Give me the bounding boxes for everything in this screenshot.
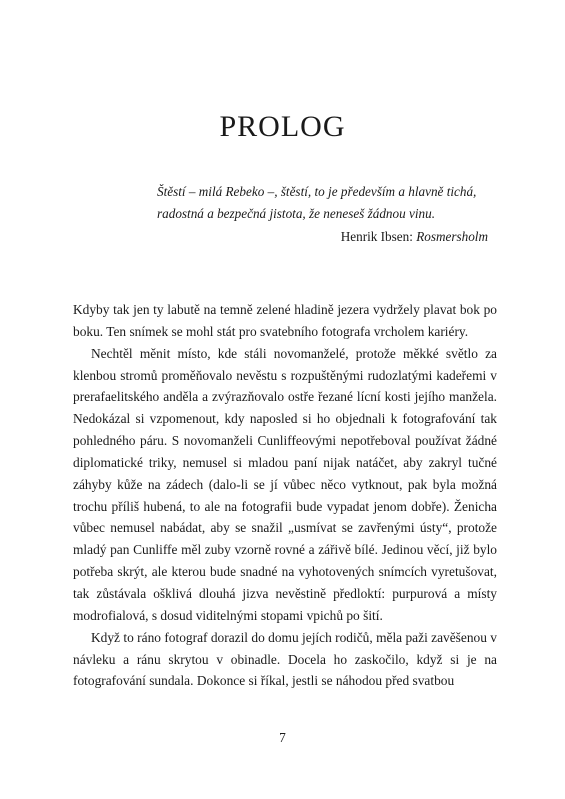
paragraph: Nechtěl měnit místo, kde stáli novomanželé, protože měkké světlo za klenbou stromů proměňovalo nevěstu s rozpuštěnými rudozlatými kadeřemi v prerafaelitského anděla a zvýrazňovalo ostře řezané lícní kosti jejího manžela. Nedokázal si vzpomenout, kdy naposled si ho objednali k fotografování tak pohledného páru. S novomanželi Cunliffeovými nepotřeboval používat žádné diplomatické triky, nemusel si mladou paní nijak natáčet, aby zakryl tučné záhyby kůže na zádech (dalo-li se jí vůbec něco vytknout, pak byla možná trochu příliš hubená, to ale na fotografii bude vypadat jenom dobře). Ženicha vůbec nemusel nabádat, aby se snažil „usmívat se zavřenými ústy“, protože mladý pan Cunliffe měl zuby vzorně rovné a zářivě bílé. Jedinou věcí, již bylo potřeba skrýt, ale kterou bude snadné na vyhotovených snímcích vyretušovat, tak zůstávala ošklivá dlouhá jizva nevěstině předloktí: purpurová a místy modrofialová, s dosud viditelnými stopami vpichů po šití. [73, 345, 497, 623]
epigraph [157, 181, 497, 225]
epigraph-author: Henrik Ibsen: [340, 229, 413, 244]
epigraph-line: Štěstí – milá Rebeko –, štěstí, to je především a hlavně tichá, [157, 184, 477, 199]
body-text [73, 299, 497, 692]
epigraph-line: radostná a bezpečná jistota, že neneseš žádnou vinu. [157, 206, 436, 221]
epigraph-attribution [341, 227, 488, 247]
page-number: 7 [279, 730, 286, 745]
paragraph: Když to ráno fotograf dorazil do domu jejích rodičů, měla paži zavěšenou v návleku a ránu skrytou v obinadle. Docela ho zaskočilo, když si je na fotografování sundala. Dokonce si říkal, jestli se náhodou před svatbou [73, 629, 497, 689]
epigraph-work: Rosmersholm [416, 229, 488, 244]
paragraph: Kdyby tak jen ty labutě na temně zelené hladině jezera vydržely plavat bok po boku. Ten snímek se mohl stát pro svatebního fotografa vrcholem kariéry. [73, 302, 497, 339]
chapter-title: PROLOG [219, 110, 346, 143]
